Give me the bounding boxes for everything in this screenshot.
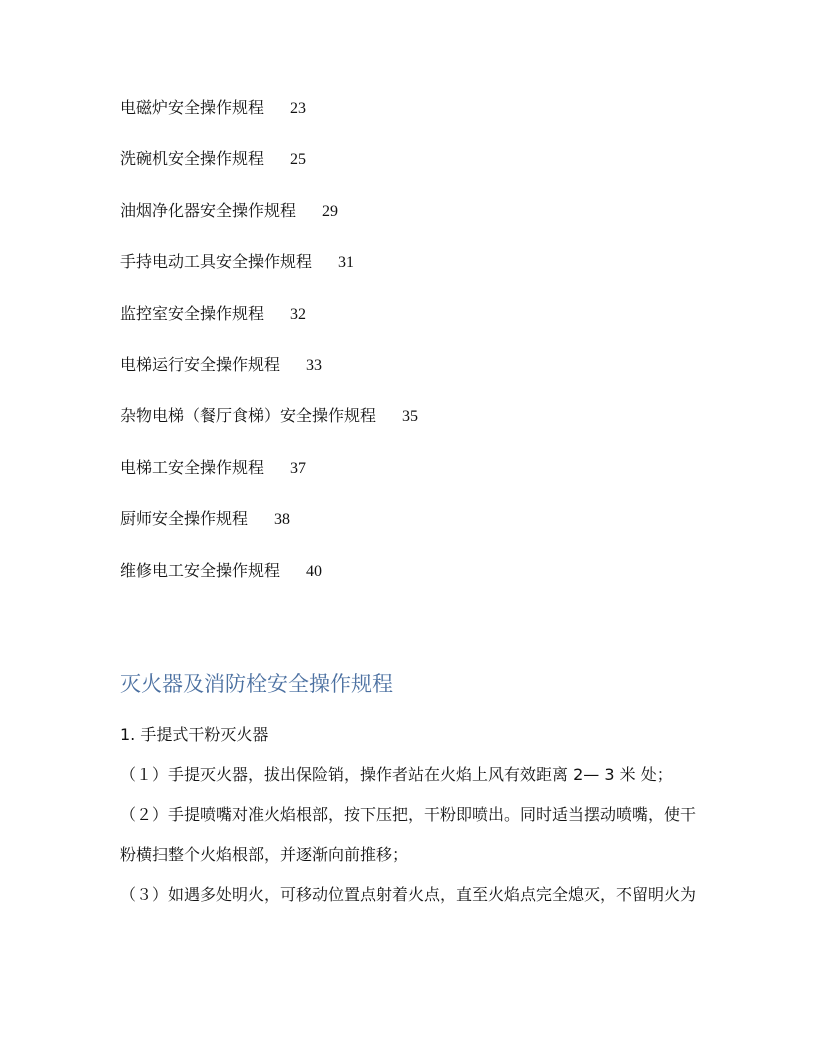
toc-item[interactable] (120, 509, 418, 560)
toc-title: 电梯工安全操作规程 (120, 457, 265, 477)
toc-title: 洗碗机安全操作规程 (120, 149, 265, 169)
paragraph: （１）手提灭火器，拔出保险销，操作者站在火焰上风有效距离 2— 3 米 处； (120, 765, 673, 784)
toc-page-number: 23 (290, 100, 307, 117)
toc-page-number: 31 (338, 254, 355, 272)
toc-item[interactable] (120, 304, 418, 355)
toc-title: 电磁炉安全操作规程 (120, 98, 265, 117)
toc-item[interactable] (120, 458, 418, 509)
toc-item[interactable] (120, 98, 418, 149)
toc-item[interactable] (120, 149, 418, 200)
paragraph: （２）手提喷嘴对准火焰根部，按下压把，干粉即喷出。同时适当摆动喷嘴，使干粉横扫整个火焰根部，并逐渐向前推移； (120, 805, 697, 864)
section-heading: 灭火器及消防栓安全操作规程 (120, 672, 393, 696)
toc-page-number: 35 (402, 408, 419, 426)
toc-title: 杂物电梯（餐厅食梯）安全操作规程 (120, 406, 377, 426)
toc-page-number: 40 (306, 562, 323, 580)
toc-page-number: 32 (290, 305, 307, 323)
toc-page-number: 38 (274, 511, 291, 529)
toc-item[interactable] (120, 252, 418, 303)
toc-title: 电梯运行安全操作规程 (120, 354, 281, 374)
toc-title: 监控室安全操作规程 (120, 303, 265, 323)
toc-title: 手持电动工具安全操作规程 (120, 252, 313, 272)
toc-page-number: 37 (290, 459, 307, 477)
toc-item[interactable] (120, 355, 418, 406)
paragraph: 1. 手提式干粉灭火器 (120, 725, 269, 744)
toc-page-number: 33 (306, 356, 323, 374)
toc-item[interactable] (120, 561, 418, 612)
section-body (120, 725, 710, 925)
toc-title: 油烟净化器安全操作规程 (120, 200, 297, 220)
toc-page-number: 25 (290, 151, 307, 169)
paragraph: （３）如遇多处明火，可移动位置点射着火点，直至火焰点完全熄灭，不留明火为 (120, 885, 697, 904)
toc-page-number: 29 (322, 202, 339, 220)
toc-item[interactable] (120, 406, 418, 457)
toc-title: 维修电工安全操作规程 (120, 560, 281, 580)
table-of-contents (120, 98, 418, 612)
toc-item[interactable] (120, 201, 418, 252)
toc-title: 厨师安全操作规程 (120, 509, 249, 529)
